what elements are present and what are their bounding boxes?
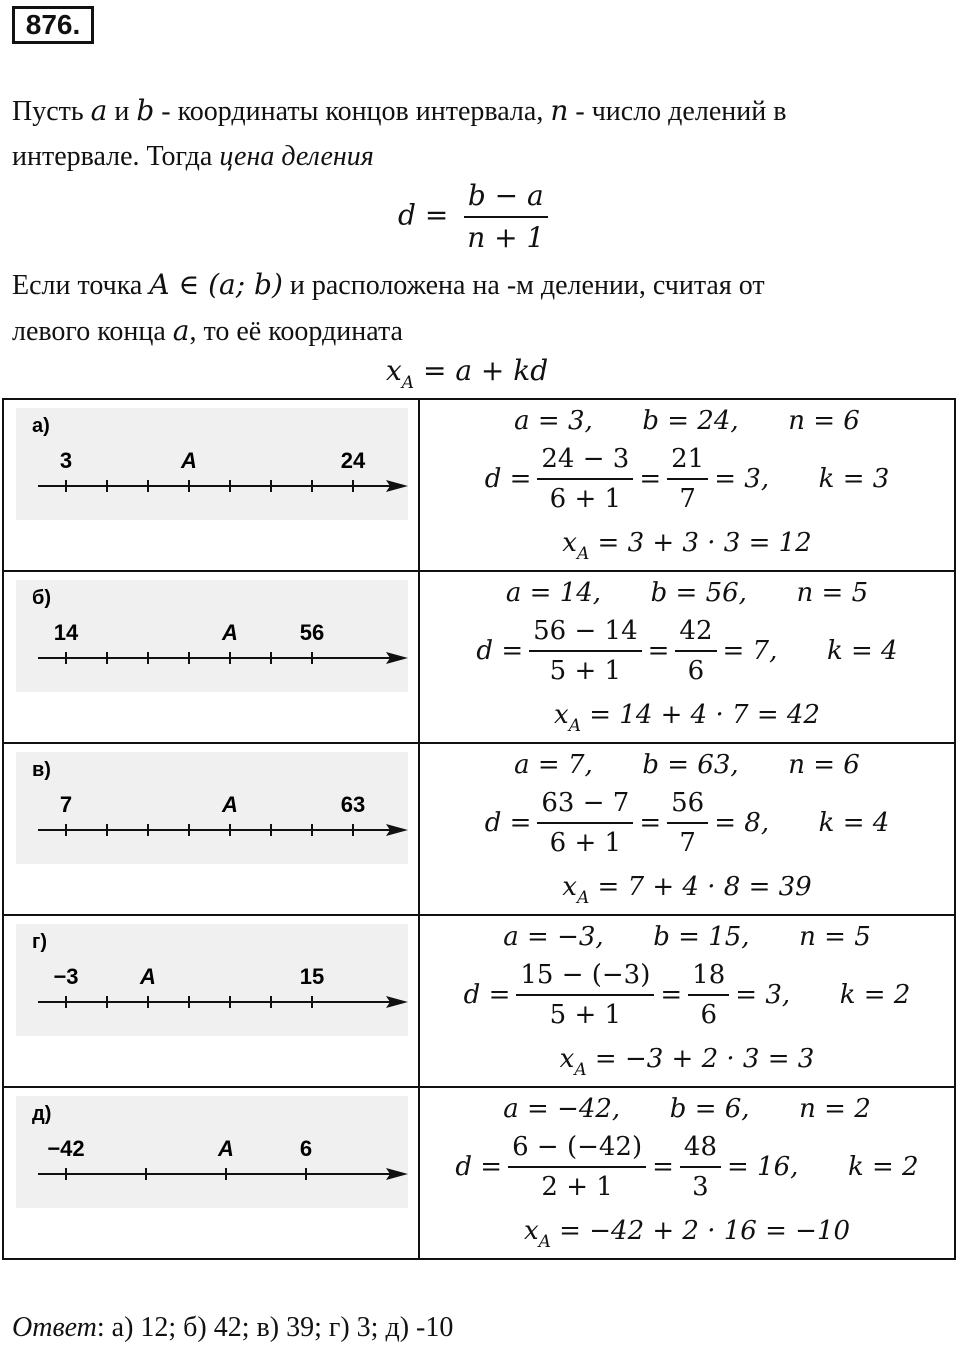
- text: - координаты концов интервала,: [154, 96, 551, 127]
- denominator: 2 + 1: [541, 1172, 613, 1202]
- x-result: = 7 + 4 · 8 = 39: [589, 872, 812, 902]
- number-line-svg: [16, 924, 408, 1036]
- denominator: 6 + 1: [549, 828, 622, 858]
- d-result: = 16, k = 2: [727, 1152, 919, 1182]
- text: , то её координата: [189, 316, 403, 347]
- text: и: [107, 96, 137, 127]
- equals: =: [647, 636, 670, 666]
- text: и расположена на -м делении, считая от: [282, 270, 765, 301]
- part-label: г): [32, 931, 47, 953]
- figure-cell: [3, 399, 419, 571]
- task-number: 876.: [12, 6, 94, 44]
- formula-lhs: d =: [398, 198, 449, 232]
- calculation: [420, 572, 954, 742]
- params-line: a = −42, b = 6, n = 2: [503, 1094, 871, 1124]
- tick-label: 7: [59, 792, 73, 817]
- number-line-figure: [16, 1096, 408, 1208]
- equals: =: [660, 980, 683, 1010]
- x-result: = −3 + 2 · 3 = 3: [586, 1044, 815, 1074]
- part-label: д): [32, 1103, 52, 1125]
- answer-text: : а) 12; б) 42; в) 39; г) 3; д) -10: [96, 1312, 454, 1343]
- text: левого конца: [12, 316, 173, 347]
- tick-label: 15: [299, 964, 325, 989]
- formula-x-var: x: [386, 354, 402, 387]
- denominator: 6: [700, 1000, 717, 1030]
- numerator: 21: [667, 444, 708, 480]
- d-result: = 3, k = 3: [714, 464, 890, 494]
- d-result: = 3, k = 2: [735, 980, 911, 1010]
- table-row: [3, 399, 955, 571]
- number-line-svg: [16, 408, 408, 520]
- math-expr: A ∈ (a; b): [149, 268, 283, 301]
- figure-cell: [3, 1087, 419, 1259]
- text: Если точка: [12, 270, 150, 301]
- answer-label: Ответ: [12, 1312, 97, 1343]
- x-result: = 3 + 3 · 3 = 12: [589, 528, 812, 558]
- number-line-figure: [16, 408, 408, 520]
- intro-line-4: [12, 308, 403, 355]
- figure-cell: [3, 743, 419, 915]
- numerator: 56: [667, 788, 708, 824]
- part-label: в): [32, 759, 51, 781]
- params-line: a = 7, b = 63, n = 6: [514, 750, 860, 780]
- d-result: = 8, k = 4: [714, 808, 890, 838]
- point-a-label: A: [222, 792, 238, 817]
- intro-line-2: [12, 134, 374, 180]
- intro-line-1: [12, 88, 786, 135]
- calculation-cell: [419, 399, 955, 571]
- point-a-label: A: [222, 620, 238, 645]
- tick-label: 6: [299, 1136, 313, 1161]
- calculation-cell: [419, 1087, 955, 1259]
- numerator: 18: [688, 960, 729, 996]
- tick-label: 63: [340, 792, 366, 817]
- part-label: а): [32, 415, 50, 437]
- subscript: A: [574, 1060, 587, 1080]
- denominator: 5 + 1: [549, 1000, 622, 1030]
- params-line: a = 14, b = 56, n = 5: [505, 578, 869, 608]
- denominator: 3: [692, 1172, 709, 1202]
- calculation-cell: [419, 743, 955, 915]
- subscript: A: [568, 716, 581, 736]
- subscript: A: [576, 544, 590, 564]
- number-line-svg: [16, 1096, 408, 1208]
- numerator: 6 − (−42): [508, 1132, 646, 1168]
- calculation: [420, 916, 954, 1086]
- fraction: [680, 1132, 721, 1202]
- number-line-figure: [16, 924, 408, 1036]
- var-n: n: [550, 94, 569, 127]
- fraction: [667, 788, 708, 858]
- denominator: 6 + 1: [549, 484, 622, 514]
- subscript: A: [538, 1232, 551, 1252]
- params-line: a = 3, b = 24, n = 6: [514, 406, 860, 436]
- tick-label: 56: [299, 620, 325, 645]
- d-lhs: d =: [484, 808, 532, 838]
- solution-table: [2, 398, 956, 1260]
- tick-label: −42: [47, 1136, 85, 1161]
- d-lhs: d =: [455, 1152, 503, 1182]
- equals: =: [639, 464, 662, 494]
- x-result: = −42 + 2 · 16 = −10: [550, 1216, 851, 1246]
- point-a-label: A: [181, 448, 197, 473]
- denominator: 6: [687, 656, 705, 686]
- term-italic: цена деления: [219, 141, 374, 172]
- part-label: б): [32, 587, 52, 609]
- d-lhs: d =: [463, 980, 511, 1010]
- point-a-label: A: [140, 964, 156, 989]
- numerator: 42: [675, 616, 716, 652]
- subscript: A: [401, 373, 415, 393]
- calculation: [420, 400, 954, 570]
- fraction: [675, 616, 716, 686]
- table-row: [3, 743, 955, 915]
- x-line: $x_A = -3 + 2 \cdot 3 = 3$: [559, 1044, 815, 1080]
- var-a: a: [172, 314, 190, 347]
- formula-d: [398, 180, 554, 254]
- fraction: [667, 444, 708, 514]
- number-line-figure: [16, 580, 408, 692]
- point-a-label: A: [218, 1136, 234, 1161]
- numerator: b − a: [464, 180, 548, 218]
- d-lhs: d =: [476, 636, 524, 666]
- table-row: [3, 571, 955, 743]
- tick-label: 24: [340, 448, 366, 473]
- numerator: 24 − 3: [537, 444, 633, 480]
- numerator: 15 − (−3): [516, 960, 654, 996]
- fraction: [463, 180, 548, 254]
- calculation-cell: [419, 915, 955, 1087]
- text: интервале. Тогда: [12, 141, 220, 172]
- var-a: a: [90, 94, 108, 127]
- tick-label: 3: [59, 448, 73, 473]
- d-line: [420, 960, 954, 1030]
- number-line-figure: [16, 752, 408, 864]
- table-body: [3, 399, 955, 1259]
- denominator: 5 + 1: [549, 656, 622, 686]
- params-line: a = −3, b = 15, n = 5: [503, 922, 871, 952]
- intro-line-3: [12, 262, 765, 309]
- equals: =: [652, 1152, 674, 1182]
- formula-x: [386, 354, 549, 393]
- fraction: [516, 960, 654, 1030]
- fraction: [529, 616, 641, 686]
- fraction: [688, 960, 729, 1030]
- figure-cell: [3, 915, 419, 1087]
- number-line-svg: [16, 752, 408, 864]
- table-row: [3, 1087, 955, 1259]
- numerator: 48: [680, 1132, 721, 1168]
- tick-label: 14: [53, 620, 79, 645]
- d-lhs: d =: [484, 464, 532, 494]
- calculation: [420, 1088, 954, 1258]
- subscript: A: [576, 888, 590, 908]
- d-result: = 7, k = 4: [722, 636, 898, 666]
- tick-label: −3: [53, 964, 79, 989]
- denominator: 7: [679, 828, 696, 858]
- formula-rhs: = a + kd: [414, 354, 549, 387]
- x-line: $x_A = 14 + 4 \cdot 7 = 42$: [554, 700, 820, 736]
- numerator: 56 − 14: [529, 616, 641, 652]
- denominator: n + 1: [467, 221, 545, 254]
- denominator: 7: [679, 484, 696, 514]
- calculation: [420, 744, 954, 914]
- answer-line: [12, 1312, 453, 1344]
- numerator: 63 − 7: [537, 788, 633, 824]
- x-line: $x_A = -42 + 2 \cdot 16 = -10$: [523, 1216, 851, 1252]
- equals: =: [639, 808, 662, 838]
- x-line: $x_A = 3 + 3 \cdot 3 = 12$: [562, 528, 812, 564]
- x-result: = 14 + 4 · 7 = 42: [580, 700, 820, 730]
- table-row: [3, 915, 955, 1087]
- d-line: [420, 1132, 954, 1202]
- d-line: [420, 616, 954, 686]
- fraction: [537, 444, 633, 514]
- calculation-cell: [419, 571, 955, 743]
- figure-cell: [3, 571, 419, 743]
- var-b: b: [136, 94, 155, 127]
- x-line: $x_A = 7 + 4 \cdot 8 = 39$: [562, 872, 812, 908]
- number-line-svg: [16, 580, 408, 692]
- fraction: [537, 788, 633, 858]
- fraction: [508, 1132, 646, 1202]
- text: - число делений в: [568, 96, 787, 127]
- d-line: [420, 788, 954, 858]
- text: Пусть: [12, 96, 91, 127]
- d-line: [420, 444, 954, 514]
